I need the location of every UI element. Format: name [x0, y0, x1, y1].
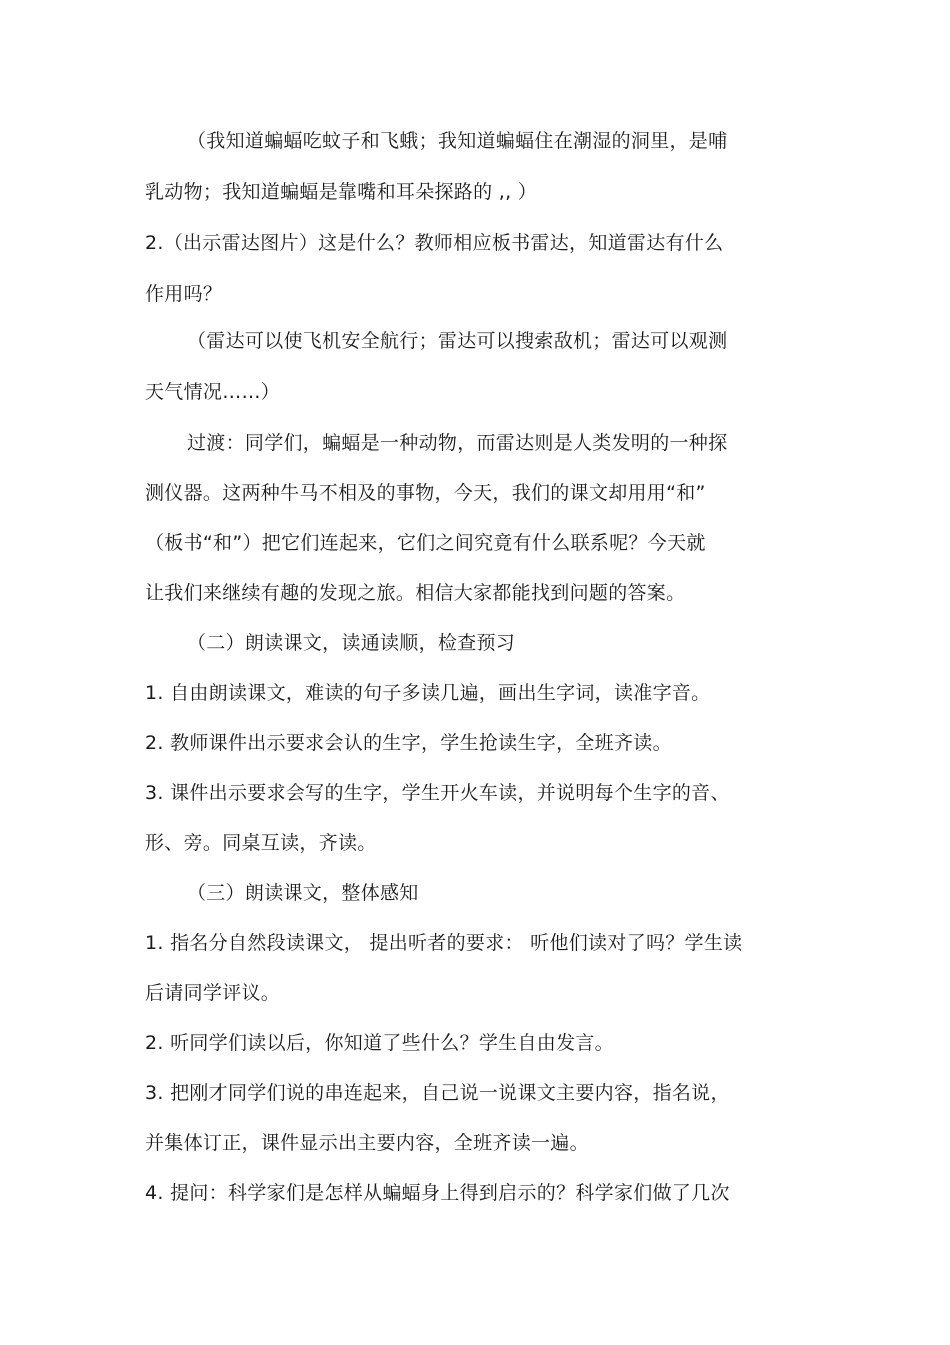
text-line: （我知道蝙蝠吃蚊子和飞蛾；我知道蝙蝠住在潮湿的洞里，是哺: [187, 130, 728, 152]
text-line: 2. 教师课件出示要求会认的生字，学生抢读生字，全班齐读。: [145, 732, 672, 754]
text-line: （雷达可以使飞机安全航行；雷达可以搜索敌机；雷达可以观测: [187, 330, 728, 352]
text-line: 作用吗？: [145, 283, 223, 305]
text-line: 并集体订正，课件显示出主要内容，全班齐读一遍。: [145, 1132, 589, 1154]
section-heading: （三）朗读课文，整体感知: [187, 882, 419, 904]
text-line: 乳动物；我知道蝙蝠是靠嘴和耳朵探路的 ,, ）: [145, 181, 538, 203]
section-heading: （二）朗读课文，读通读顺，检查预习: [187, 632, 516, 654]
text-line: 4. 提问：科学家们是怎样从蝙蝠身上得到启示的？科学家们做了几次: [145, 1182, 730, 1204]
text-line: 过渡：同学们，蝙蝠是一种动物，而雷达则是人类发明的一种探: [187, 432, 728, 454]
text-line: 天气情况……）: [145, 381, 281, 403]
text-line: （板书“和”）把它们连起来，它们之间究竟有什么联系呢？今天就: [145, 532, 706, 554]
text-line: 让我们来继续有趣的发现之旅。相信大家都能找到问题的答案。: [145, 582, 686, 604]
text-line: 1. 自由朗读课文，难读的句子多读几遍，画出生字词，读准字音。: [145, 682, 711, 704]
text-line: 3. 课件出示要求会写的生字，学生开火车读，并说明每个生字的音、: [145, 782, 730, 804]
text-line: 2. 听同学们读以后，你知道了些什么？学生自由发言。: [145, 1032, 614, 1054]
text-line: 测仪器。这两种牛马不相及的事物，今天，我们的课文却用用“和”: [145, 482, 706, 504]
text-line: 1. 指名分自然段读课文， 提出听者的要求： 听他们读对了吗？学生读: [145, 932, 743, 954]
text-line: 后请同学评议。: [145, 982, 281, 1004]
text-line: 形、旁。同桌互读，齐读。: [145, 832, 377, 854]
text-line: 2.（出示雷达图片）这是什么？教师相应板书雷达，知道雷达有什么: [145, 232, 724, 254]
text-line: 3. 把刚才同学们说的串连起来，自己说一说课文主要内容，指名说，: [145, 1082, 730, 1104]
